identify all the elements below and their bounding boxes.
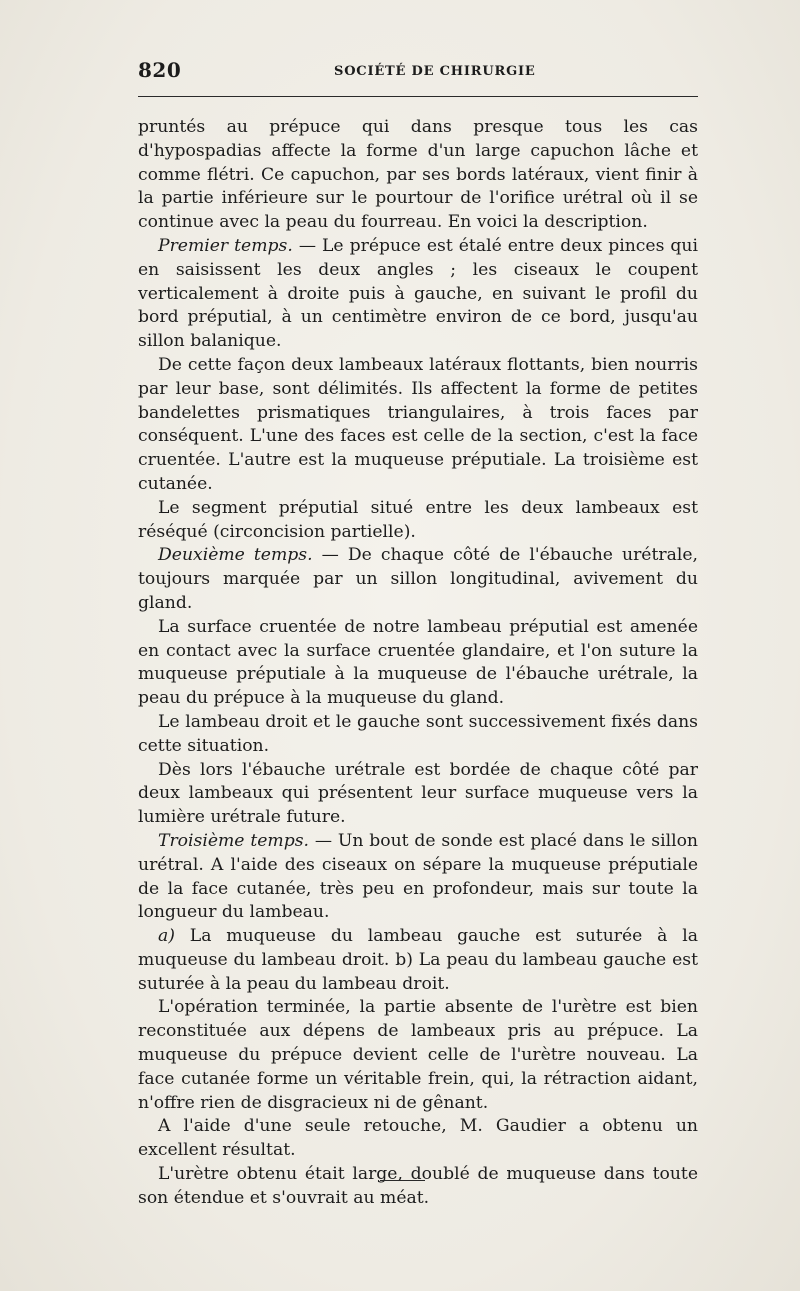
paragraph: A l'aide d'une seule retouche, M. Gaudier a obtenu un excellent résultat.	[138, 1116, 698, 1161]
paragraph: Troisième temps. — Un bout de sonde est placé dans le sillon urétral. A l'aide des ciseaux on sépare la muqueuse préputiale de la face cutanée, très peu en profondeur, mais sur toute la longueur du lambeau.	[138, 830, 698, 923]
section-lead: Premier temps.	[158, 235, 293, 256]
end-rule	[380, 1180, 425, 1181]
page-number: 820	[138, 58, 182, 82]
section-lead: Troisième temps.	[158, 830, 309, 851]
running-title: SOCIÉTÉ DE CHIRURGIE	[334, 64, 536, 79]
paragraph: L'opération terminée, la partie absente de l'urètre est bien reconstituée aux dépens de lambeaux pris au prépuce. La muqueuse du prépuce devient celle de l'urètre nouveau. La face cutanée forme un véritable frein, qui, la rétraction aidant, n'offre rien de disgracieux ni de gênant.	[138, 997, 698, 1113]
paragraph: a) La muqueuse du lambeau gauche est suturée à la muqueuse du lambeau droit. b) La peau du lambeau gauche est suturée à la peau du lambeau droit.	[138, 926, 698, 994]
paragraph: La surface cruentée de notre lambeau préputial est amenée en contact avec la surface cruentée glandaire, et l'on suture la muqueuse préputiale à la muqueuse de l'ébauche urétrale, la peau du prépuce à la muqueuse du gland.	[138, 616, 698, 709]
paragraph: Le lambeau droit et le gauche sont successivement fixés dans cette situation.	[138, 711, 698, 756]
page-header	[138, 58, 698, 82]
paragraph: De cette façon deux lambeaux latéraux flottants, bien nourris par leur base, sont délimités. Ils affectent la forme de petites bandelettes prismatiques triangulaires, à trois faces par conséquent. L'une des faces est celle de la section, c'est la face cruentée. L'autre est la muqueuse préputiale. La troisième est cutanée.	[138, 354, 698, 494]
paragraph: Dès lors l'ébauche urétrale est bordée de chaque côté par deux lambeaux qui présentent leur surface muqueuse vers la lumière urétrale future.	[138, 759, 698, 828]
section-lead: Deuxième temps.	[158, 545, 313, 566]
paragraph: L'urètre obtenu était large, doublé de muqueuse dans toute son étendue et s'ouvrait au méat.	[138, 1164, 698, 1208]
header-rule	[138, 96, 698, 97]
body-text	[138, 116, 698, 1211]
paragraph: Premier temps. — Le prépuce est étalé entre deux pinces qui en saisissent les deux angles ; les ciseaux le coupent verticalement à droite puis à gauche, en suivant le profil du bord préputial, à un centimètre environ de ce bord, jusqu'au sillon balanique.	[138, 235, 699, 352]
list-marker: a)	[158, 926, 175, 947]
paragraph: Deuxième temps. — De chaque côté de l'ébauche urétrale, toujours marquée par un sillon longitudinal, avivement du gland.	[138, 545, 698, 613]
paragraph: pruntés au prépuce qui dans presque tous les cas d'hypospadias affecte la forme d'un large capuchon lâche et comme flétri. Ce capuchon, par ses bords latéraux, vient finir à la partie inférieure sur le pourtour de l'orifice urétral où il se continue avec la peau du fourreau. En voici la description.	[138, 117, 698, 233]
paragraph: Le segment préputial situé entre les deux lambeaux est réséqué (circoncision partielle).	[138, 497, 698, 542]
